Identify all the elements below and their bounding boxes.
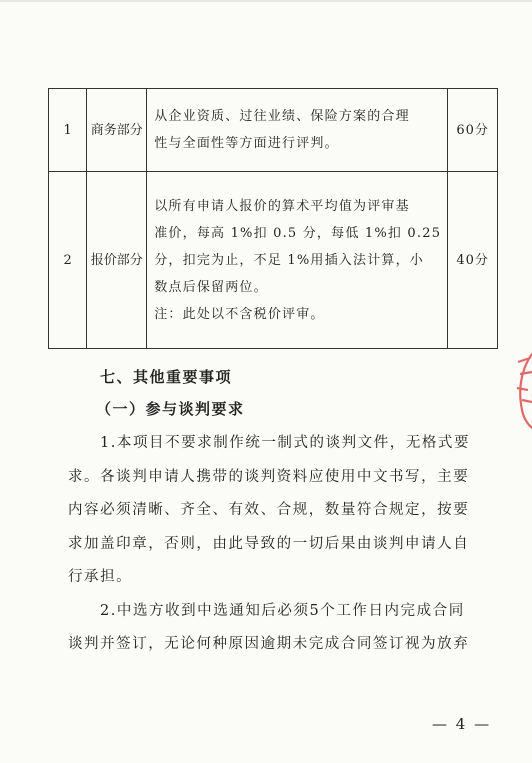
row-score: 40分 <box>448 172 498 349</box>
scoring-table <box>48 88 498 349</box>
rule-line: 分，扣完为止，不足 1%用插入法计算，小 <box>154 252 424 268</box>
section-title: 七、其他重要事项 <box>100 368 233 386</box>
row-rule <box>147 89 448 172</box>
page-number: — 4 — <box>432 715 492 733</box>
row-item: 报价部分 <box>87 172 147 349</box>
sub-title: （一）参与谈判要求 <box>96 400 245 418</box>
rule-line: 准价，每高 1%扣 0.5 分，每低 1%扣 0.25 <box>154 225 442 241</box>
scan-edge <box>0 0 532 2</box>
row-rule <box>147 172 448 349</box>
paragraph-line: 求加盖印章，否则，由此导致的一切后果由谈判申请人自 <box>68 536 470 552</box>
rule-line: 数点后保留两位。 <box>154 279 268 295</box>
row-score: 60分 <box>448 89 498 172</box>
table-row <box>49 172 498 349</box>
rule-line: 性与全面性等方面进行评判。 <box>154 136 339 151</box>
red-seal-stamp <box>508 340 532 430</box>
paragraph-line: 谈判并签订，无论何种原因逾期未完成合同签订视为放弃 <box>68 636 470 652</box>
rule-line: 从企业资质、过往业绩、保险方案的合理 <box>154 109 410 124</box>
row-number: 2 <box>49 172 87 349</box>
paragraph-line: 1.本项目不要求制作统一制式的谈判文件，无格式要 <box>100 435 471 451</box>
table-row <box>49 89 498 172</box>
paragraph-line: 求。各谈判申请人携带的谈判资料应使用中文书写，主要 <box>68 469 470 485</box>
rule-line: 以所有申请人报价的算术平均值为评审基 <box>154 198 410 214</box>
row-item: 商务部分 <box>87 89 147 172</box>
row-number: 1 <box>49 89 87 172</box>
paragraph-line: 2.中选方收到中选通知后必须5个工作日内完成合同 <box>100 603 465 619</box>
rule-note: 注：此处以不含税价评审。 <box>154 306 325 322</box>
paragraph-line: 行承担。 <box>68 569 133 585</box>
paragraph-line: 内容必须清晰、齐全、有效、合规，数量符合规定，按要 <box>68 502 470 518</box>
